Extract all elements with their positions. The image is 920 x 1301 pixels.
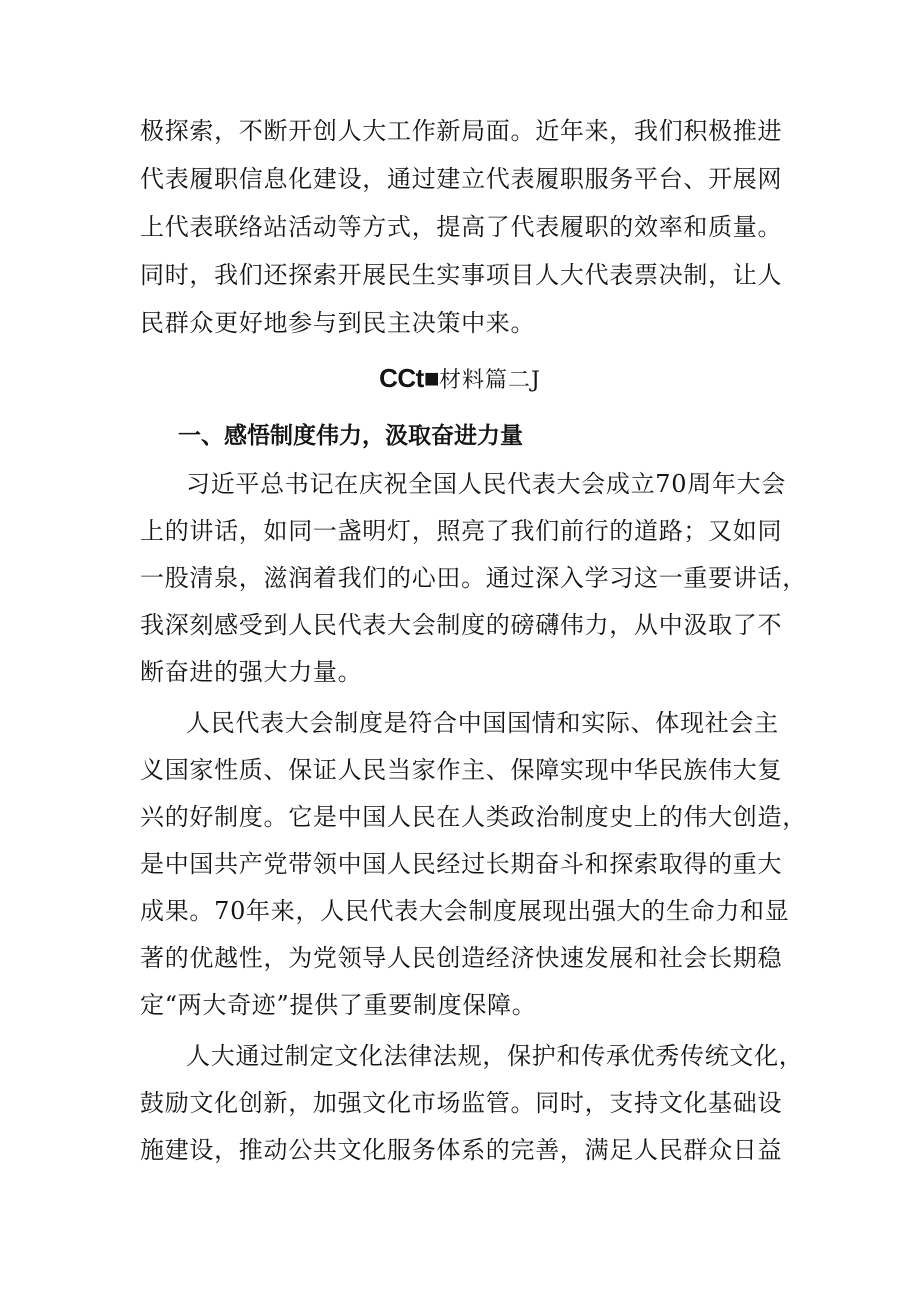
text-line: 上代表联络站活动等方式，提高了代表履职的效率和质量。 [140,213,783,241]
paragraph-continuation [140,107,820,347]
text-line: 是中国共产党带领中国人民经过长期奋斗和探索取得的重大 [140,849,783,878]
text-line: 习近平总书记在庆祝全国人民代表大会成立70周年大会 [186,469,787,498]
subheading: 一、感悟制度伟力，汲取奋进力量 [178,422,523,449]
text-line: 人民代表大会制度是符合中国国情和实际、体现社会主 [186,708,779,737]
paragraph-system [140,700,820,1029]
section-title [0,355,920,402]
text-line: 代表履职信息化建设，通过建立代表履职服务平台、开展网 [140,165,783,193]
text-line: 极探索，不断开创人大工作新局面。近年来，我们积极推进 [140,117,783,145]
text-line: 鼓励文化创新，加强文化市场监管。同时，支持文化基础设 [140,1088,783,1117]
text-line: 断奋进的强大力量。 [140,657,363,686]
text-line: 定“两大奇迹”提供了重要制度保障。 [140,990,537,1019]
document-body [140,107,820,1174]
text-line: 一股清泉，滋润着我们的心田。通过深入学习这一重要讲话， [140,563,807,592]
text-line: 民群众更好地参与到民主决策中来。 [140,309,536,337]
text-line: 施建设，推动公共文化服务体系的完善，满足人民群众日益 [140,1135,783,1164]
section-title-text: 材料篇二J [439,367,541,393]
text-line: 人大通过制定文化法律法规，保护和传承优秀传统文化， [186,1041,804,1070]
text-line: 我深刻感受到人民代表大会制度的磅礴伟力，从中汲取了不 [140,610,783,639]
text-line: 同时，我们还探索开展民生实事项目人大代表票决制，让人 [140,261,783,289]
text-line: 义国家性质、保证人民当家作主、保障实现中华民族伟大复 [140,755,783,784]
section-title-prefix: CCt■ [379,362,440,393]
text-line: 著的优越性，为党领导人民创造经济快速发展和社会长期稳 [140,943,783,972]
paragraph-culture [140,1033,820,1174]
text-line: 成果。70年来，人民代表大会制度展现出强大的生命力和显 [140,896,790,925]
text-line: 上的讲话，如同一盏明灯，照亮了我们前行的道路；又如同 [140,516,783,545]
text-line: 兴的好制度。它是中国人民在人类政治制度史上的伟大创造， [140,802,807,831]
paragraph-speech [140,461,820,696]
